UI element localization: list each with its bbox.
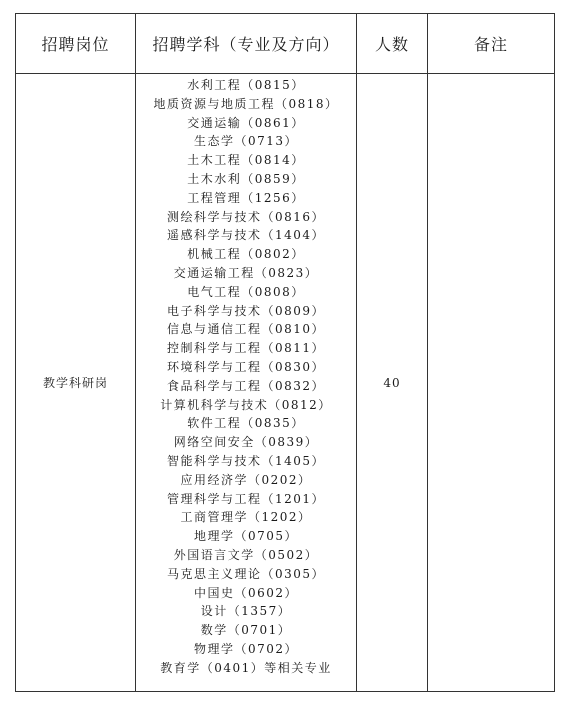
count-cell: 40 [357, 74, 428, 692]
subject-item: 网络空间安全（0839） [173, 435, 319, 450]
subject-item: 交通运输（0861） [187, 115, 305, 130]
header-remark: 备注 [428, 14, 555, 74]
subject-item: 工商管理学（1202） [180, 510, 312, 525]
subject-item: 土木工程（0814） [187, 153, 305, 168]
subject-item: 教育学（0401）等相关专业 [160, 660, 332, 675]
subject-item: 软件工程（0835） [187, 416, 305, 431]
subject-item: 食品科学与工程（0832） [166, 378, 326, 393]
subject-item: 水利工程（0815） [187, 78, 305, 92]
subject-item: 工程管理（1256） [187, 190, 305, 205]
subject-item: 数学（0701） [200, 623, 292, 638]
recruitment-table [15, 13, 555, 692]
subject-item: 遥感科学与技术（1404） [166, 228, 326, 243]
subject-item: 马克思主义理论（0305） [166, 566, 326, 581]
subjects-cell [136, 74, 357, 692]
subject-item: 中国史（0602） [193, 585, 299, 600]
header-count: 人数 [357, 14, 428, 74]
position-cell: 教学科研岗 [16, 74, 136, 692]
subject-item: 管理科学与工程（1201） [166, 491, 326, 506]
subject-item: 地质资源与地质工程（0818） [153, 96, 339, 111]
subject-list [136, 74, 356, 678]
table-row [16, 74, 555, 692]
subject-item: 地理学（0705） [193, 529, 299, 544]
subject-item: 电气工程（0808） [187, 284, 305, 299]
subject-item: 环境科学与工程（0830） [166, 359, 326, 374]
subject-item: 交通运输工程（0823） [173, 265, 319, 280]
header-position: 招聘岗位 [16, 14, 136, 74]
subject-item: 生态学（0713） [193, 134, 299, 149]
subject-item: 控制科学与工程（0811） [166, 341, 326, 356]
subject-item: 机械工程（0802） [187, 247, 305, 262]
header-row [16, 14, 555, 74]
remark-cell [428, 74, 555, 692]
header-subject: 招聘学科（专业及方向） [136, 14, 357, 74]
subject-item: 外国语言文学（0502） [173, 547, 319, 562]
subject-item: 测绘科学与技术（0816） [166, 209, 326, 224]
subject-item: 物理学（0702） [193, 641, 299, 656]
subject-item: 电子科学与技术（0809） [166, 303, 326, 318]
subject-item: 设计（1357） [200, 604, 292, 619]
subject-item: 信息与通信工程（0810） [166, 322, 326, 337]
subject-item: 应用经济学（0202） [180, 472, 312, 487]
subject-item: 土木水利（0859） [187, 171, 305, 186]
subject-item: 智能科学与技术（1405） [166, 453, 326, 468]
subject-item: 计算机科学与技术（0812） [160, 397, 332, 412]
